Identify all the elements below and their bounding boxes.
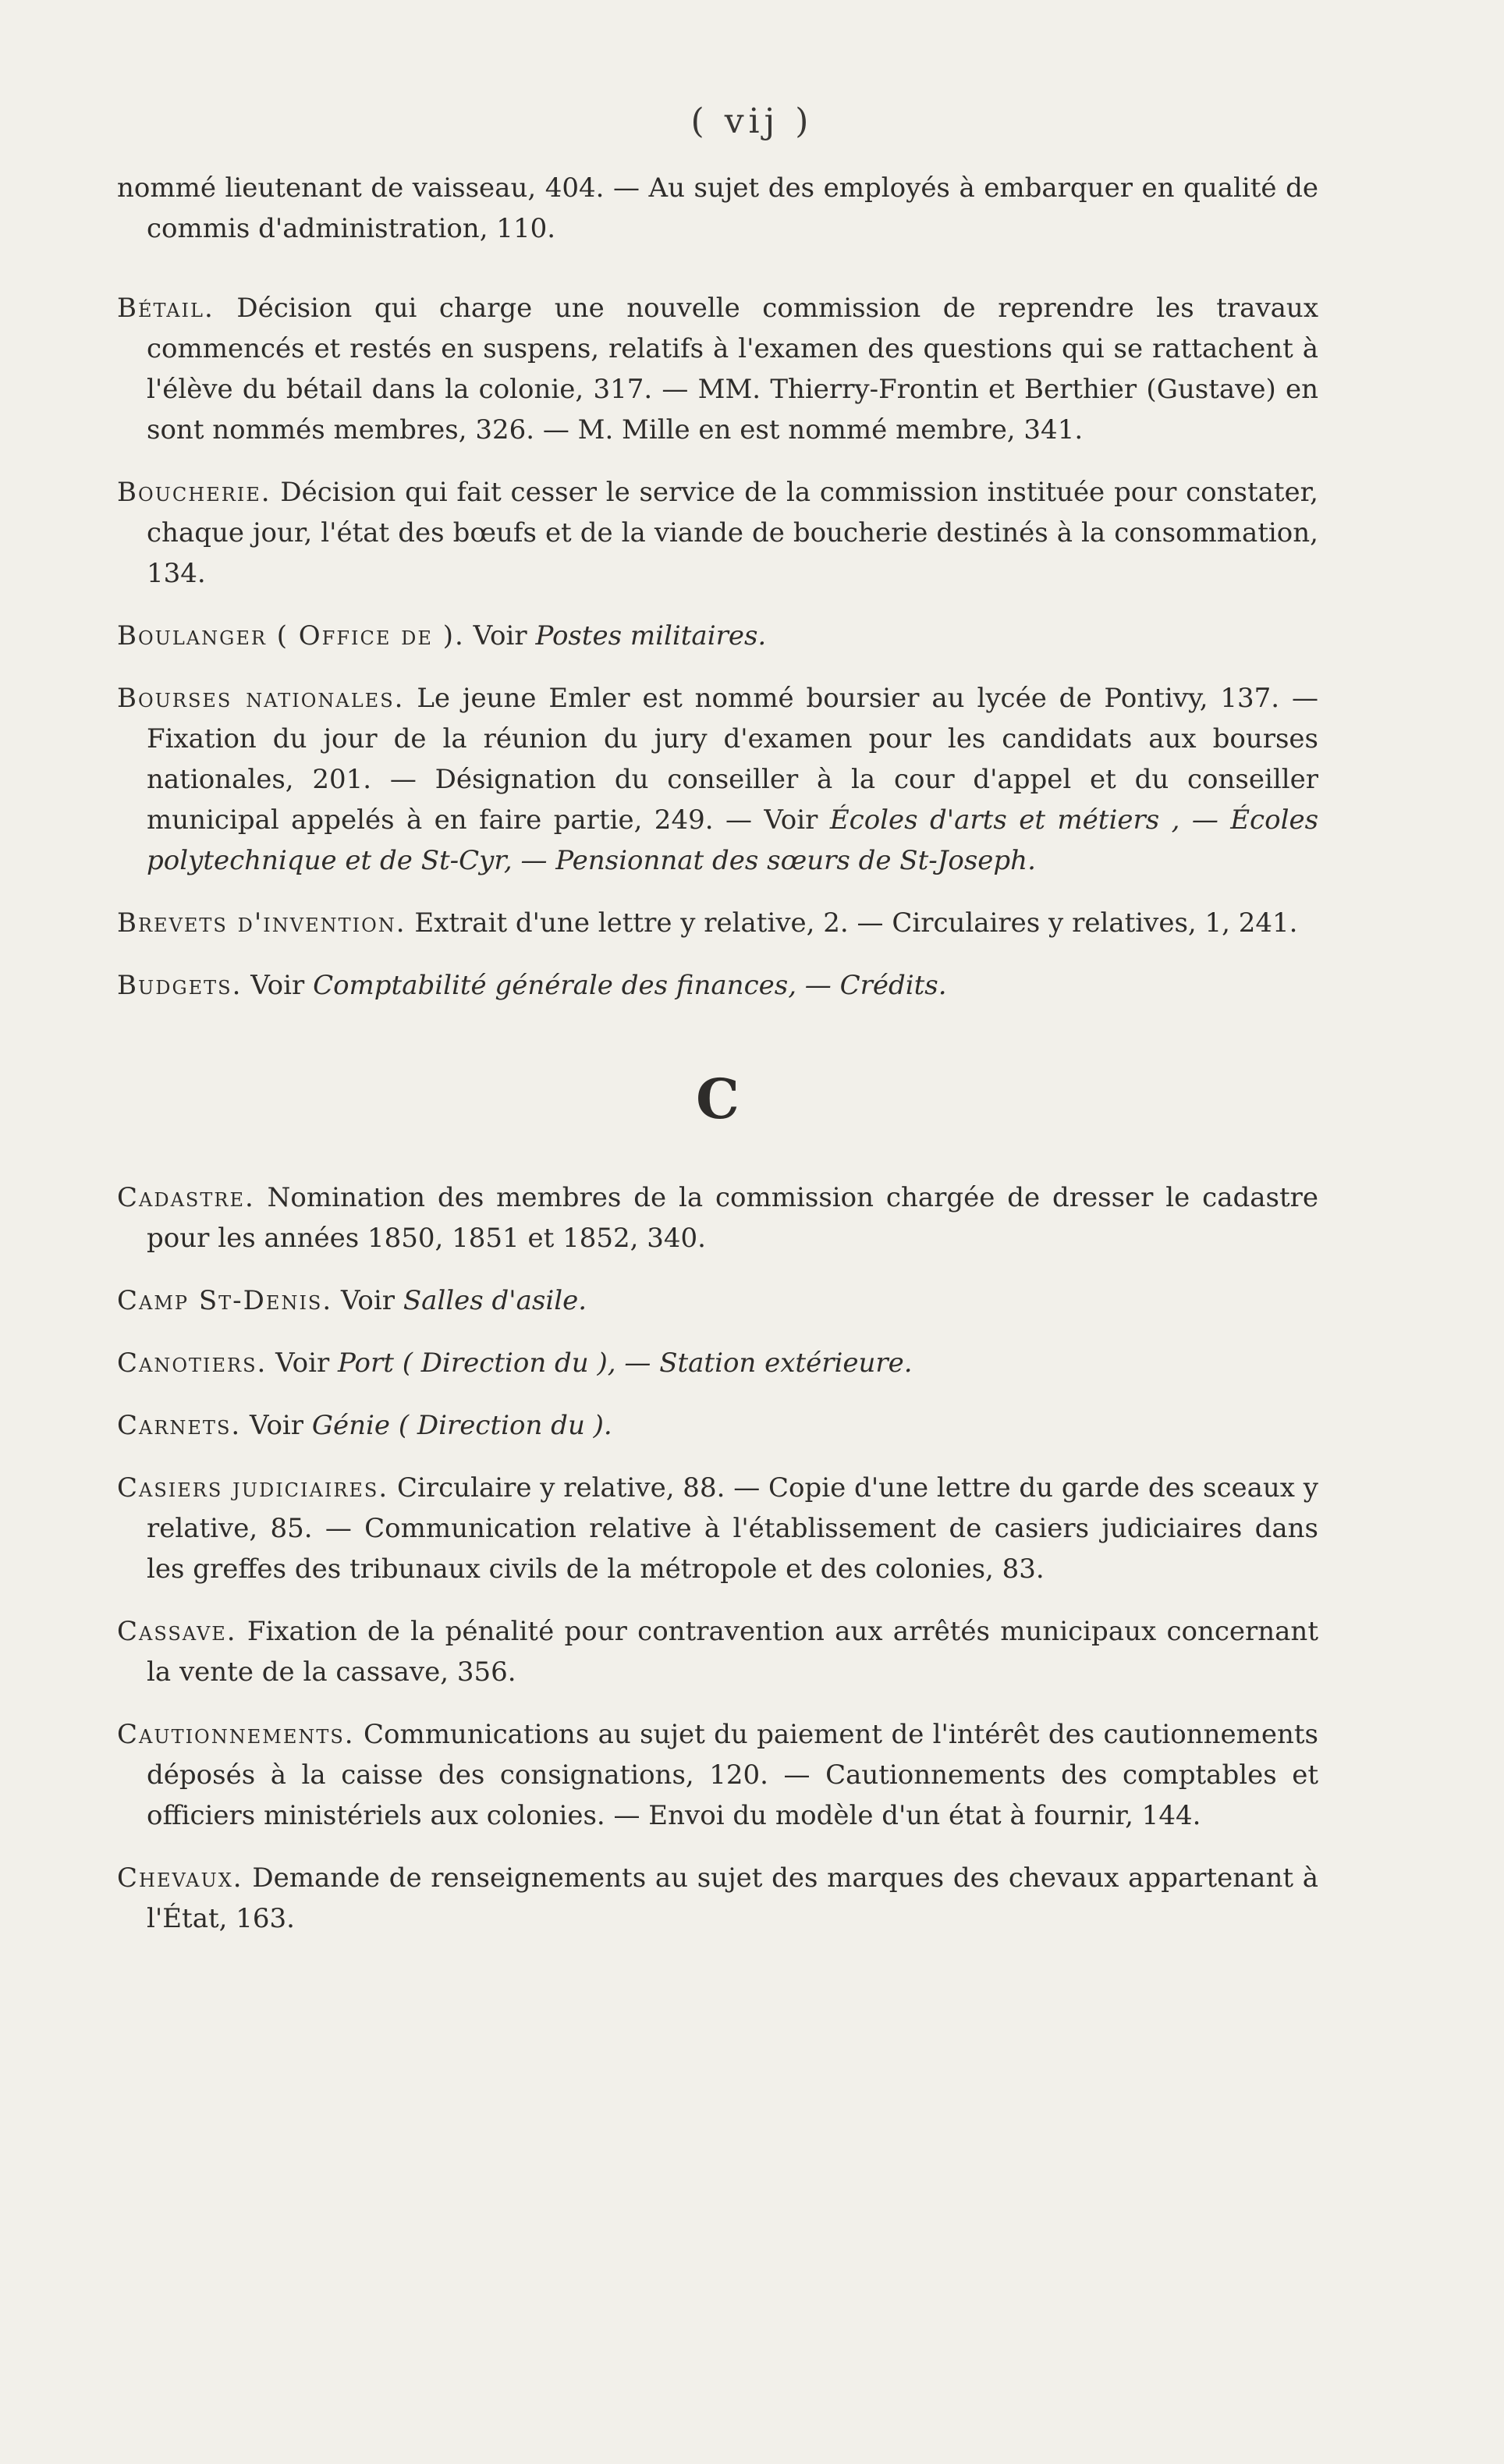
- entry-heading: Bétail.: [117, 293, 215, 324]
- entry-heading: Brevets d'invention.: [117, 907, 406, 939]
- page-number: ( vij ): [690, 101, 814, 141]
- entry-text: Voir: [275, 1347, 330, 1379]
- entry-cross-reference: Postes militaires.: [535, 620, 767, 652]
- index-entry: [117, 1858, 1318, 1939]
- index-entry: [117, 1280, 1318, 1321]
- entry-text: Extrait d'une lettre y relative, 2. — Circulaires y relatives, 1, 241.: [414, 907, 1298, 939]
- entry-text: nommé lieutenant de vaisseau, 404. — Au sujet des employés à embarquer en qualité de commis d'administration, 110.: [117, 172, 1318, 244]
- index-entry: [117, 1468, 1318, 1589]
- entry-heading: Chevaux.: [117, 1862, 243, 1894]
- index-entry: [117, 1343, 1318, 1383]
- entry-heading: Carnets.: [117, 1410, 242, 1441]
- entry-text: Nomination des membres de la commission chargée de dresser le cadastre pour les années 1850, 1851 et 1852, 340.: [147, 1182, 1318, 1254]
- entry-text: Voir: [341, 1285, 396, 1316]
- index-entry: [117, 288, 1318, 450]
- index-entry: [117, 1714, 1318, 1836]
- entry-heading: Camp St-Denis.: [117, 1285, 333, 1316]
- index-content: [117, 168, 1318, 1961]
- entry-heading: Casiers judiciaires.: [117, 1472, 389, 1504]
- index-entry: [117, 965, 1318, 1006]
- index-entry: [117, 678, 1318, 881]
- index-entry: [117, 616, 1318, 656]
- section-letter: C: [696, 1067, 740, 1131]
- entry-heading: Budgets.: [117, 970, 243, 1001]
- entry-cross-reference: Génie ( Direction du ).: [311, 1410, 612, 1441]
- entry-list-c: [117, 1177, 1318, 1939]
- index-entry: [117, 903, 1318, 943]
- entry-text: Demande de renseignements au sujet des marques des chevaux appartenant à l'État, 163.: [147, 1862, 1318, 1934]
- entry-list-b: [117, 168, 1318, 1006]
- entry-heading: Cassave.: [117, 1616, 237, 1647]
- entry-heading: Canotiers.: [117, 1347, 268, 1379]
- entry-cross-reference: Port ( Direction du ), — Station extérieure.: [338, 1347, 913, 1379]
- entry-cross-reference: Comptabilité générale des finances, — Crédits.: [313, 970, 947, 1001]
- index-entry: [117, 1405, 1318, 1446]
- entry-text: Décision qui fait cesser le service de la commission instituée pour constater, chaque jour, l'état des bœufs et de la viande de boucherie destinés à la consommation, 134.: [147, 477, 1318, 589]
- entry-text: Le jeune Emler est nommé boursier au lycée de Pontivy, 137. — Fixation du jour de la réunion du jury d'examen pour les candidats aux bourses nationales, 201. — Désignation du conseiller à la cour d'appel et du conseiller municipal appelés à en faire partie, 249. — Voir: [147, 683, 1318, 836]
- index-entry: [117, 1611, 1318, 1692]
- entry-heading: Cautionnements.: [117, 1719, 355, 1750]
- entry-cross-reference: Salles d'asile.: [403, 1285, 587, 1316]
- index-entry: [117, 168, 1318, 249]
- entry-heading: Bourses nationales.: [117, 683, 405, 714]
- index-entry: [117, 472, 1318, 594]
- entry-text: Voir: [250, 970, 305, 1001]
- index-entry: [117, 1177, 1318, 1259]
- entry-text: Décision qui charge une nouvelle commission de reprendre les travaux commencés et restés en suspens, relatifs à l'examen des questions qui se rattachent à l'élève du bétail dans la colonie, 317. — MM. Thierry-Frontin et Berthier (Gustave) en sont nommés membres, 326. — M. Mille en est nommé membre, 341.: [147, 293, 1319, 446]
- entry-heading: Boulanger ( Office de ).: [117, 620, 465, 652]
- entry-heading: Boucherie.: [117, 477, 271, 508]
- entry-text: Circulaire y relative, 88. — Copie d'une lettre du garde des sceaux y relative, 85. — Communication relative à l'établissement de casiers judiciaires dans les greffes des tribunaux civils de la métropole et des colonies, 83.: [147, 1472, 1318, 1585]
- entry-text: Voir: [250, 1410, 304, 1441]
- entry-text: Communications au sujet du paiement de l'intérêt des cautionnements déposés à la caisse des consignations, 120. — Cautionnements des comptables et officiers ministériels aux colonies. — Envoi du modèle d'un état à fournir, 144.: [147, 1719, 1319, 1831]
- entry-text: Fixation de la pénalité pour contravention aux arrêtés municipaux concernant la vente de la cassave, 356.: [147, 1616, 1318, 1688]
- entry-cross-reference: Écoles d'arts et métiers , — Écoles polytechnique et de St-Cyr, — Pensionnat des sœurs de St-Joseph.: [147, 804, 1319, 876]
- entry-heading: Cadastre.: [117, 1182, 255, 1213]
- entry-text: Voir: [473, 620, 527, 652]
